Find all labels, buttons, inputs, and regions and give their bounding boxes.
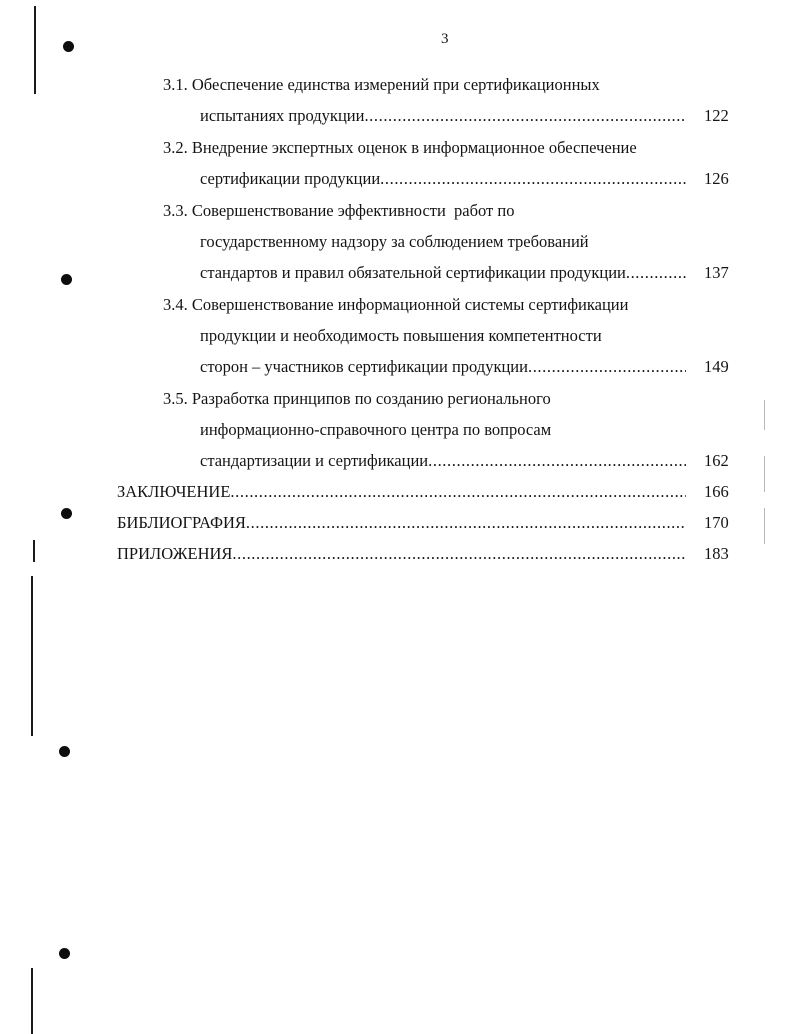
scan-speck xyxy=(764,456,765,492)
toc-section-3-4-continuation: продукции и необходимость повышения компетентности xyxy=(200,326,602,345)
toc-section-number: 3.4. xyxy=(163,295,188,314)
toc-page-number: 183 xyxy=(704,544,729,563)
toc-page-number: 137 xyxy=(704,263,729,282)
toc-section-number: 3.3. xyxy=(163,201,188,220)
toc-entry-bibliography[interactable] xyxy=(117,512,686,534)
punch-hole xyxy=(61,274,72,285)
toc-page-number: 170 xyxy=(704,513,729,532)
toc-section-3-3-heading xyxy=(163,200,514,222)
toc-entry-3-4[interactable] xyxy=(200,356,686,378)
left-margin-rule xyxy=(34,6,36,94)
toc-page-number: 166 xyxy=(704,482,729,501)
punch-hole xyxy=(59,948,70,959)
left-margin-rule xyxy=(31,576,33,736)
left-margin-rule xyxy=(31,968,33,1034)
dot-leader xyxy=(380,168,686,190)
toc-entry-title: стандартов и правил обязательной сертификации продукции xyxy=(200,263,626,282)
toc-entry-3-2[interactable] xyxy=(200,168,686,190)
toc-section-number: 3.5. xyxy=(163,389,188,408)
toc-section-number: 3.1. xyxy=(163,75,188,94)
page-number: 3 xyxy=(441,31,449,47)
toc-entry-title: испытаниях продукции xyxy=(200,106,365,125)
toc-entry-conclusion[interactable] xyxy=(117,481,686,503)
punch-hole xyxy=(59,746,70,757)
dot-leader xyxy=(364,105,686,127)
toc-section-title: Совершенствование информационной системы сертификации xyxy=(191,295,629,314)
toc-page-number: 126 xyxy=(704,169,729,188)
dot-leader xyxy=(230,481,686,503)
toc-section-3-3-continuation: государственному надзору за соблюдением требований xyxy=(200,232,589,251)
toc-section-title: Совершенствование эффективности работ по xyxy=(191,201,515,220)
toc-entry-title: БИБЛИОГРАФИЯ xyxy=(117,513,246,532)
toc-entry-title: ЗАКЛЮЧЕНИЕ xyxy=(117,482,231,501)
toc-section-title: Обеспечение единства измерений при сертификационных xyxy=(191,75,600,94)
scan-speck xyxy=(764,400,765,430)
toc-section-title: Внедрение экспертных оценок в информационное обеспечение xyxy=(191,138,637,157)
toc-section-3-5-continuation: информационно-справочного центра по вопросам xyxy=(200,420,552,439)
dot-leader xyxy=(246,512,686,534)
dot-leader xyxy=(428,450,686,472)
toc-entry-appendices[interactable] xyxy=(117,543,686,565)
toc-entry-title: сертификации продукции xyxy=(200,169,381,188)
toc-entry-title: сторон – участников сертификации продукции xyxy=(200,357,528,376)
toc-entry-title: ПРИЛОЖЕНИЯ xyxy=(117,544,233,563)
toc-entry-3-1[interactable] xyxy=(200,105,686,127)
toc-section-3-1-heading xyxy=(163,74,600,96)
toc-section-3-2-heading xyxy=(163,137,637,159)
punch-hole xyxy=(63,41,74,52)
toc-entry-3-5[interactable] xyxy=(200,450,686,472)
toc-section-3-5-heading xyxy=(163,388,551,410)
toc-section-number: 3.2. xyxy=(163,138,188,157)
toc-page-number: 122 xyxy=(704,106,729,125)
toc-page-number: 162 xyxy=(704,451,729,470)
toc-entry-title: стандартизации и сертификации xyxy=(200,451,429,470)
toc-section-3-4-heading xyxy=(163,294,628,316)
dot-leader xyxy=(232,543,686,565)
scan-speck xyxy=(764,508,765,544)
dot-leader xyxy=(528,356,686,378)
toc-entry-3-3[interactable] xyxy=(200,262,686,284)
left-margin-rule xyxy=(33,540,35,562)
toc-page-number: 149 xyxy=(704,357,729,376)
toc-section-title: Разработка принципов по созданию регионального xyxy=(191,389,551,408)
punch-hole xyxy=(61,508,72,519)
dot-leader xyxy=(626,262,686,284)
